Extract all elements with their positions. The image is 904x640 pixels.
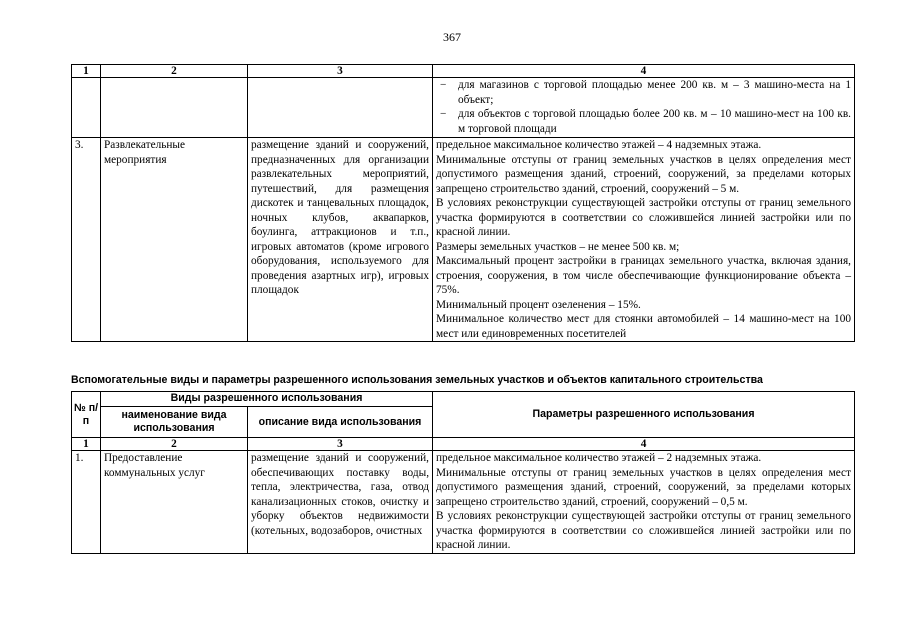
column-number-3: 3 <box>248 65 433 78</box>
parameter-text: Минимальный процент озеленения – 15%. <box>436 298 641 311</box>
group-header: Виды разрешенного использования <box>101 392 433 407</box>
use-parameters <box>433 138 855 342</box>
bullet-text: для объектов с торговой площадью более 200 кв. м – 10 машино-мест на 100 кв. м торговой площади <box>458 108 851 135</box>
description-header: описание вида использования <box>248 407 433 438</box>
bullet-text: для магазинов с торговой площадью менее 200 кв. м – 3 машино-места на 1 объект; <box>458 79 851 106</box>
row-number: 1. <box>72 451 101 554</box>
parameters-header: Параметры разрешенного использования <box>433 392 855 438</box>
parameter-text: предельное максимальное количество этажей – 4 надземных этажа. <box>436 139 762 151</box>
parameter-text: Минимальные отступы от границ земельных участков в целях определения мест допустимого размещения зданий, строений, сооружений, за пределами которых запрещено строительство зданий, строений, сооружений – 0,5 м. <box>436 466 852 508</box>
column-number-2: 2 <box>101 65 248 78</box>
column-number-4: 4 <box>433 65 855 78</box>
parameter-text: Максимальный процент застройки в границах земельного участка, включая здания, строения, сооружения, в том числе обеспечивающие функционирование объекта – 75%. <box>436 255 851 296</box>
table-header-row <box>72 65 855 78</box>
parameter-text: В условиях реконструкции существующей застройки отступы от границ земельного участка формируются в соответствии со сложившейся линией застройки или по красной линии. <box>436 510 852 551</box>
page-number: 367 <box>443 30 461 44</box>
name-header: наименование вида использования <box>101 407 248 438</box>
use-type-name: Развлекательные мероприятия <box>101 138 248 342</box>
use-type-description: размещение зданий и сооружений, предназначенных для организации развлекательных мероприятий, путешествий, для размещения дискотек и танцевальных площадок, ночных клубов, аквапарков, боулинга, аттракционов и т.п., игровых автоматов (кроме игрового оборудования, используемого для проведения азартных игр), игровых площадок <box>248 138 433 342</box>
column-number-2: 2 <box>101 438 248 451</box>
bullet-mark: − <box>440 108 447 120</box>
parameter-text: В условиях реконструкции существующей застройки отступы от границ земельного участка формируются в соответствии со сложившейся линией застройки или по красной линии. <box>436 197 851 238</box>
land-use-table-auxiliary <box>71 391 855 554</box>
table-header-row <box>72 438 855 451</box>
column-number-4: 4 <box>433 438 855 451</box>
column-number-header: № п/п <box>72 392 101 438</box>
row-number: 3. <box>72 138 101 342</box>
table-row-1 <box>72 451 855 554</box>
table-row-3 <box>72 138 855 342</box>
bullet-mark: − <box>440 79 447 91</box>
column-number-3: 3 <box>248 438 433 451</box>
list-item <box>436 107 851 136</box>
use-type-name: Предоставление коммунальных услуг <box>101 451 248 554</box>
parameter-text: Минимальное количество мест для стоянки автомобилей – 14 машино-мест на 100 мест или единовременных посетителей <box>436 313 851 340</box>
column-number-1: 1 <box>72 438 101 451</box>
use-parameters <box>433 451 855 554</box>
parameter-text: Размеры земельных участков – не менее 500 кв. м; <box>436 240 680 253</box>
parameter-text: предельное максимальное количество этажей – 2 надземных этажа. <box>436 452 762 464</box>
parameter-text: Минимальные отступы от границ земельных участков в целях определения мест допустимого размещения зданий, строений, сооружений, за пределами которых запрещено строительство зданий, строений, сооружений – 5 м. <box>436 153 851 195</box>
table-group-header-row <box>72 392 855 407</box>
column-number-1: 1 <box>72 65 101 78</box>
parking-requirements-cell <box>433 78 855 138</box>
list-item <box>436 78 851 107</box>
land-use-table-main <box>71 64 855 342</box>
use-type-description: размещение зданий и сооружений, обеспечивающих поставку воды, тепла, электричества, газа, отвод канализационных стоков, очистку и уборку объектов недвижимости (котельных, водозаборов, очистных <box>248 451 433 554</box>
table-row-continuation <box>72 78 855 138</box>
section-title: Вспомогательные виды и параметры разрешенного использования земельных участков и объектов капитального строительства <box>71 374 763 386</box>
